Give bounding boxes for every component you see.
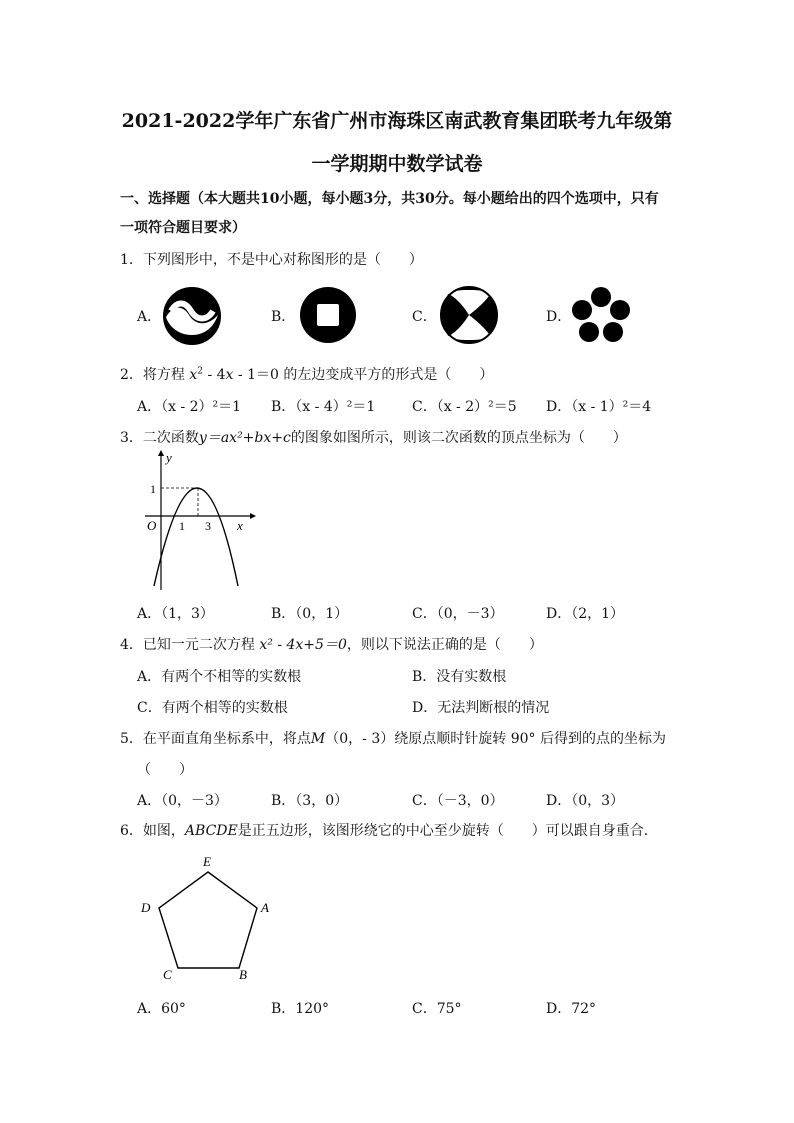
- q4-option-a: A．有两个不相等的实数根: [137, 669, 302, 685]
- section-heading-line2: 一项符合题目要求）: [120, 220, 246, 236]
- q5-option-c: C．（－3，0）: [412, 793, 504, 809]
- q3-option-c: C．（0，－3）: [412, 606, 504, 622]
- q5-option-b: B．（3，0）: [271, 793, 349, 809]
- square-hole-coin-symbol-icon: [299, 286, 357, 344]
- parabola-curve: [154, 488, 238, 586]
- q2-option-a: A．（x - 2）²＝1: [137, 399, 242, 415]
- x-axis-label: x: [237, 518, 243, 533]
- q2-option-b: B．（x - 4）²＝1: [271, 399, 376, 415]
- q3-option-b: B．（0，1）: [271, 606, 349, 622]
- x-tick-3: 3: [205, 519, 211, 533]
- question-6-stem: 6．如图，ABCDE是正五边形，该图形绕它的中心至少旋转（ ）可以跟自身重合．: [120, 823, 658, 839]
- q6-option-b: B．120°: [271, 1001, 330, 1017]
- question-5-stem-continued: （ ）: [137, 762, 193, 778]
- y-tick-1: 1: [150, 482, 156, 496]
- q2-option-d: D．（x - 1）²＝4: [546, 399, 652, 415]
- q6-option-d: D．72°: [546, 1001, 597, 1017]
- question-3-stem: 3．二次函数y＝ax²+bx+c的图象如图所示，则该二次函数的顶点坐标为（ ）: [120, 430, 627, 446]
- q6-option-a: A．60°: [137, 1001, 186, 1017]
- pentagon-shape: [159, 872, 257, 968]
- question-2-stem: 2．将方程 $x^2 - 4x - 1=0$ 的左边变成平方的形式是（ ）: [120, 366, 494, 383]
- q3-option-a: A．（1，3）: [137, 606, 214, 622]
- vertex-label-b: B: [239, 967, 247, 982]
- y-axis-label: y: [166, 450, 172, 465]
- four-petal-circle-symbol-icon: [440, 286, 498, 344]
- pentagon-flower-symbol-icon: [572, 286, 630, 344]
- q4-option-d: D．无法判断根的情况: [412, 700, 550, 716]
- q5-option-a: A．（0，－3）: [137, 793, 228, 809]
- question-1-stem: 1．下列图形中，不是中心对称图形的是（ ）: [120, 252, 423, 268]
- q1-option-b-label: B．: [271, 309, 296, 325]
- question-4-stem: 4．已知一元二次方程 x² - 4x+5＝0，则以下说法正确的是（ ）: [120, 637, 543, 653]
- section-heading-line1: 一、选择题（本大题共10小题，每小题3分，共30分。每小题给出的四个选项中，只有: [120, 191, 659, 207]
- q1-option-c-label: C．: [412, 309, 437, 325]
- q1-option-d-label: D．: [546, 309, 572, 325]
- x-tick-1: 1: [179, 519, 185, 533]
- vertex-label-c: C: [163, 967, 172, 982]
- parabola-graph: [140, 450, 260, 595]
- yin-yang-wave-symbol-icon: [163, 287, 221, 345]
- origin-label: O: [147, 518, 157, 533]
- vertex-label-d: D: [141, 900, 151, 915]
- page-title-line1: 2021-2022学年广东省广州市海珠区南武教育集团联考九年级第: [121, 110, 673, 132]
- q5-option-d: D．（0，3）: [546, 793, 625, 809]
- q6-option-c: C．75°: [412, 1001, 462, 1017]
- question-5-stem: 5．在平面直角坐标系中，将点M（0，- 3）绕原点顺时针旋转 90° 后得到的点的坐标为: [120, 731, 666, 747]
- q1-option-a-label: A．: [137, 309, 162, 325]
- q4-option-b: B．没有实数根: [412, 669, 507, 685]
- regular-pentagon-figure: [135, 852, 275, 982]
- vertex-label-a: A: [261, 900, 269, 915]
- page-title-line2: 一学期期中数学试卷: [311, 153, 483, 175]
- q4-option-c: C．有两个相等的实数根: [137, 700, 288, 716]
- vertex-label-e: E: [203, 854, 211, 869]
- q3-option-d: D．（2，1）: [546, 606, 625, 622]
- q2-option-c: C．（x - 2）²＝5: [412, 399, 517, 415]
